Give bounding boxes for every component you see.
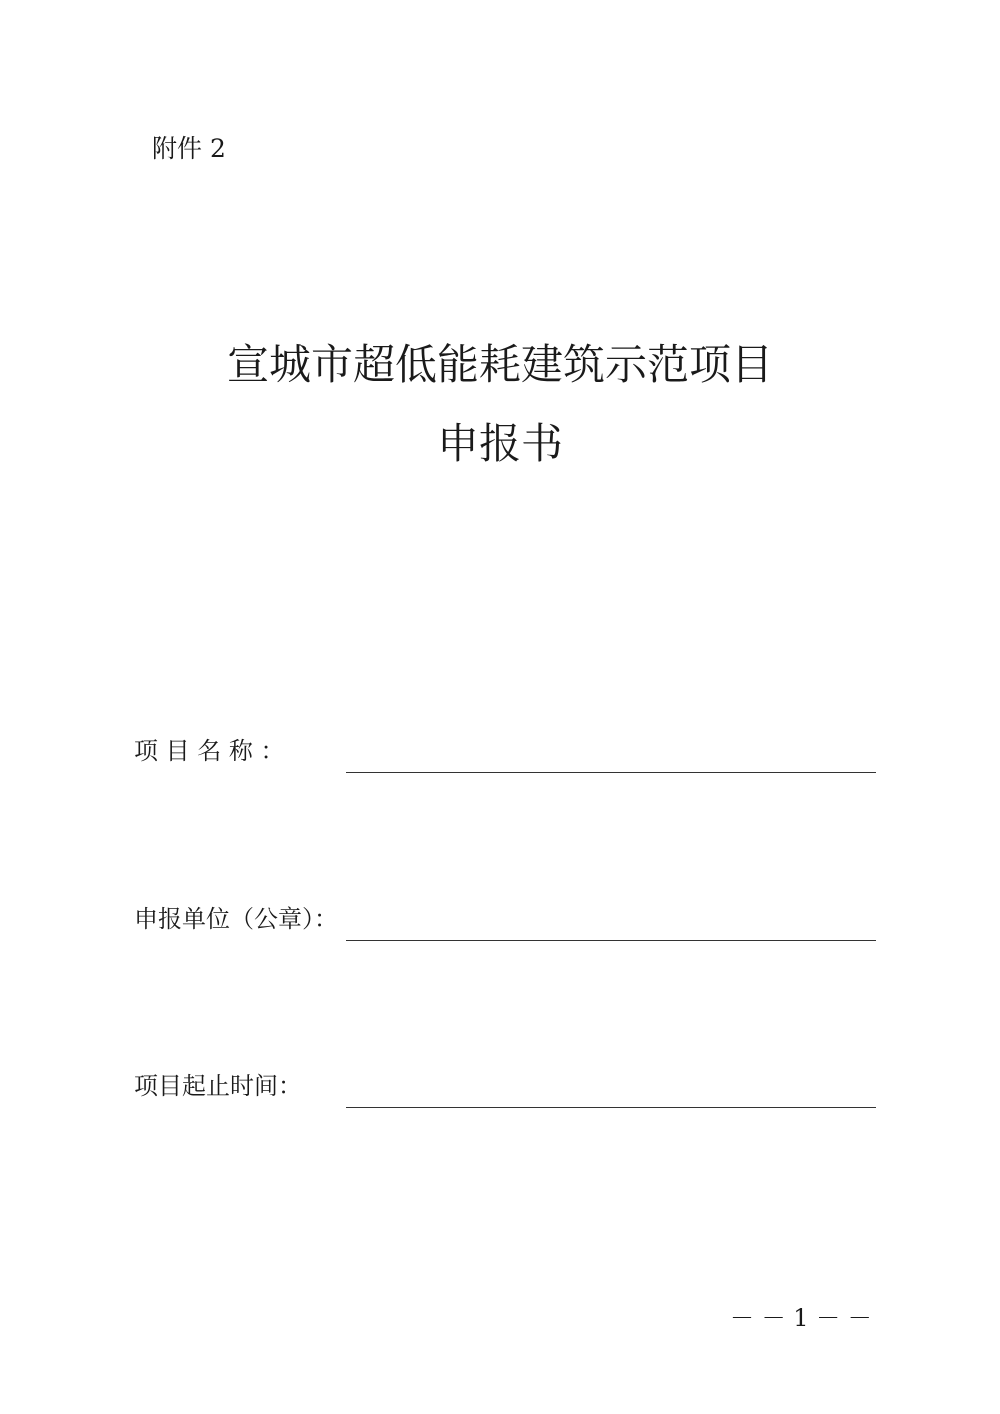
page-number: － － 1 － － bbox=[730, 1304, 872, 1332]
project-period-label: 项目起止时间： bbox=[134, 1072, 302, 1100]
applicant-unit-label: 申报单位（公章）： bbox=[134, 905, 338, 933]
project-period-blank-line[interactable] bbox=[346, 1107, 876, 1108]
applicant-unit-blank-line[interactable] bbox=[346, 940, 876, 941]
project-name-label: 项 目 名 称 ： bbox=[134, 737, 285, 765]
attachment-label: 附件 2 bbox=[152, 134, 226, 163]
project-name-blank-line[interactable] bbox=[346, 772, 876, 773]
applicant-unit-field bbox=[134, 902, 876, 962]
project-name-field bbox=[134, 734, 876, 794]
document-title-line2: 申报书 bbox=[436, 419, 563, 468]
project-period-field bbox=[134, 1069, 876, 1129]
document-title-line1: 宣城市超低能耗建筑示范项目 bbox=[226, 340, 773, 389]
